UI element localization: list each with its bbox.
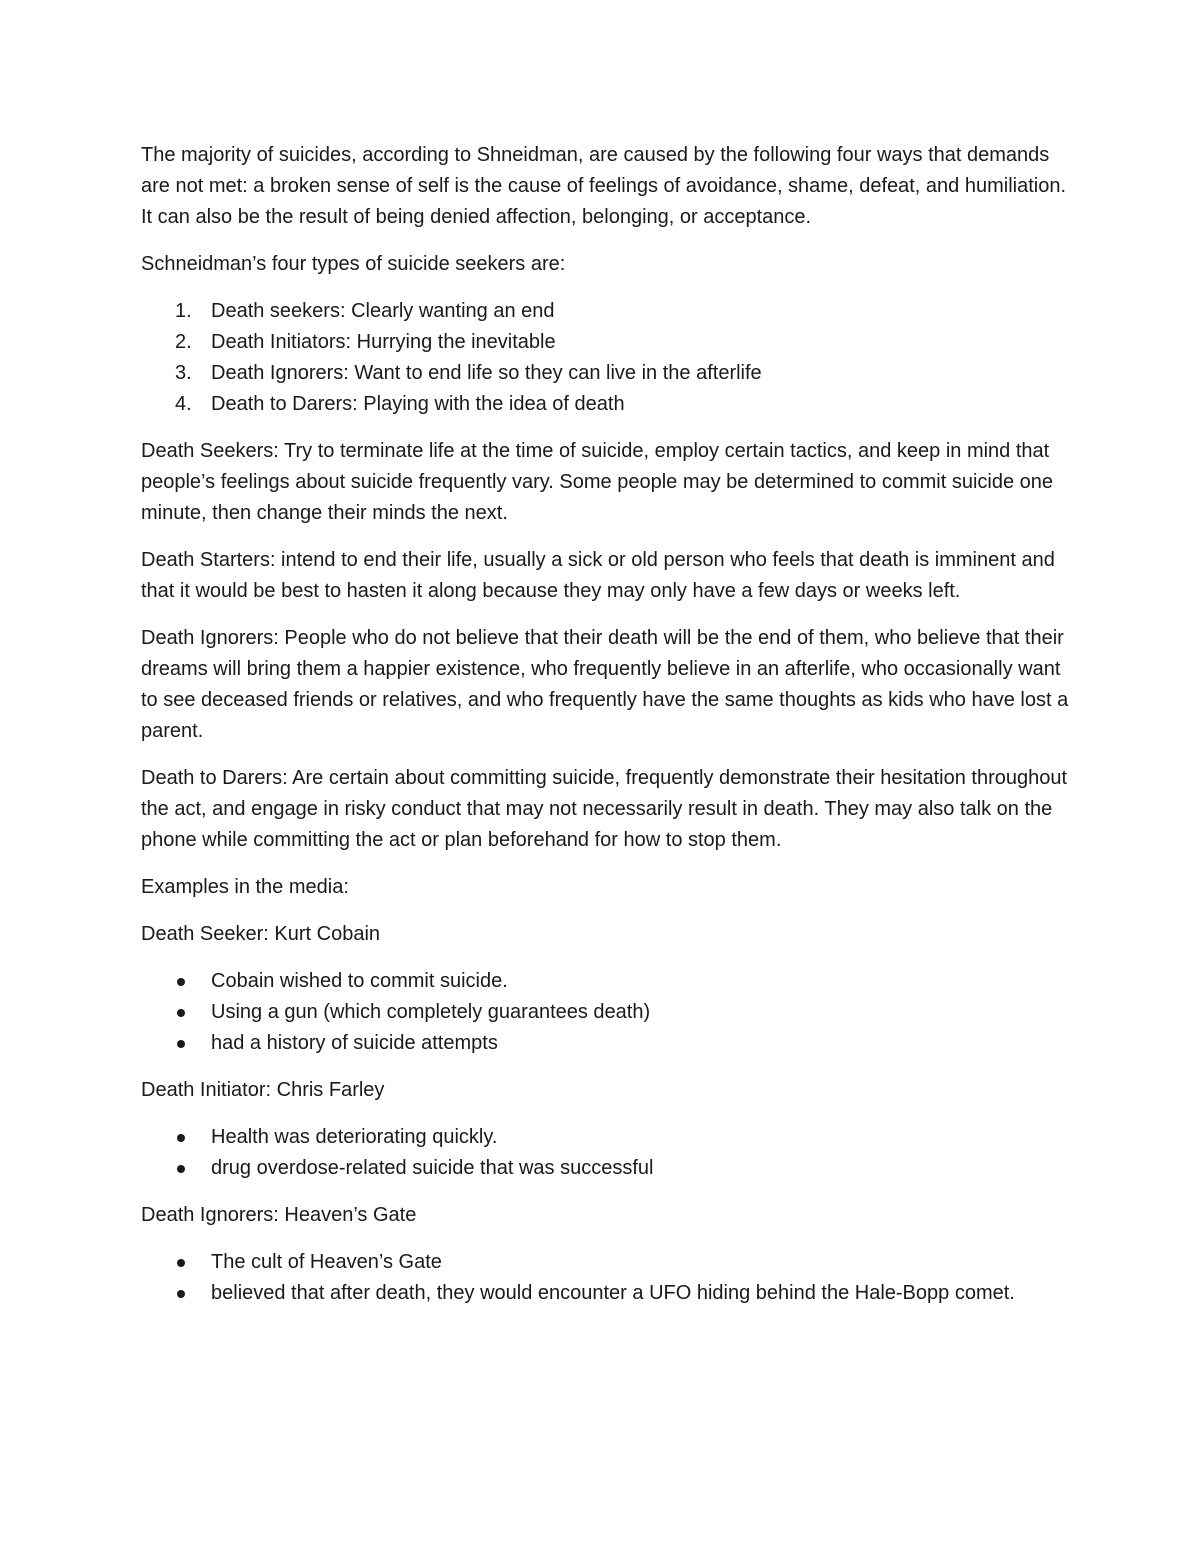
- list-item: [141, 358, 1070, 389]
- list-item: [141, 997, 1070, 1028]
- list-item: [141, 389, 1070, 420]
- example-bullet-list: [141, 1247, 1070, 1309]
- list-item-text: believed that after death, they would encounter a UFO hiding behind the Hale-Bopp comet.: [211, 1282, 1015, 1304]
- list-item-text: had a history of suicide attempts: [211, 1032, 498, 1054]
- list-item-text: Death Initiators: Hurrying the inevitable: [211, 331, 556, 353]
- bullet-icon: [177, 1009, 185, 1017]
- bullet-icon: [177, 1259, 185, 1267]
- bullet-icon: [177, 1040, 185, 1048]
- list-item: [141, 1122, 1070, 1153]
- description-death-seekers: Death Seekers: Try to terminate life at the time of suicide, employ certain tactics, and keep in mind that people’s feelings about suicide frequently vary. Some people may be determined to commit suicide one minute, then change their minds the next.: [141, 440, 1054, 524]
- example-title: Death Seeker: Kurt Cobain: [141, 923, 381, 945]
- list-item: [141, 1028, 1070, 1059]
- list-item: [141, 1247, 1070, 1278]
- bullet-icon: [177, 978, 185, 986]
- list-number: 2.: [175, 331, 192, 353]
- bullet-icon: [177, 1134, 185, 1142]
- examples-heading: Examples in the media:: [141, 876, 349, 898]
- list-item: [141, 966, 1070, 997]
- list-number: 4.: [175, 393, 192, 415]
- list-item-text: Death Ignorers: Want to end life so they can live in the afterlife: [211, 362, 762, 384]
- example-title: Death Initiator: Chris Farley: [141, 1079, 385, 1101]
- bullet-icon: [177, 1290, 185, 1298]
- description-death-starters: Death Starters: intend to end their life, usually a sick or old person who feels that death is imminent and that it would be best to hasten it along because they may only have a few days or weeks left.: [141, 549, 1055, 602]
- list-item-text: Death to Darers: Playing with the idea of death: [211, 393, 625, 415]
- list-item: [141, 296, 1070, 327]
- example-title: Death Ignorers: Heaven’s Gate: [141, 1204, 417, 1226]
- list-item-text: Death seekers: Clearly wanting an end: [211, 300, 555, 322]
- list-item-text: drug overdose-related suicide that was successful: [211, 1157, 654, 1179]
- list-item: [141, 1278, 1070, 1309]
- list-item-text: Health was deteriorating quickly.: [211, 1126, 498, 1148]
- list-item: [141, 327, 1070, 358]
- example-bullet-list: [141, 966, 1070, 1059]
- bullet-icon: [177, 1165, 185, 1173]
- list-item-text: The cult of Heaven’s Gate: [211, 1251, 442, 1273]
- description-death-ignorers: Death Ignorers: People who do not believe that their death will be the end of them, who believe that their dreams will bring them a happier existence, who frequently believe in an afterlife, who occasionally want to see deceased friends or relatives, and who frequently have the same thoughts as kids who have lost a parent.: [141, 627, 1069, 742]
- types-list: [141, 296, 1070, 420]
- list-item: [141, 1153, 1070, 1184]
- list-number: 3.: [175, 362, 192, 384]
- description-death-to-darers: Death to Darers: Are certain about committing suicide, frequently demonstrate their hesitation throughout the act, and engage in risky conduct that may not necessarily result in death. They may also talk on the phone while committing the act or plan beforehand for how to stop them.: [141, 767, 1068, 851]
- list-number: 1.: [175, 300, 192, 322]
- intro-paragraph: The majority of suicides, according to Shneidman, are caused by the following four ways that demands are not met: a broken sense of self is the cause of feelings of avoidance, shame, defeat, and humiliation. It can also be the result of being denied affection, belonging, or acceptance.: [141, 144, 1066, 228]
- example-bullet-list: [141, 1122, 1070, 1184]
- list-item-text: Using a gun (which completely guarantees death): [211, 1001, 651, 1023]
- list-item-text: Cobain wished to commit suicide.: [211, 970, 508, 992]
- types-heading: Schneidman’s four types of suicide seekers are:: [141, 253, 566, 275]
